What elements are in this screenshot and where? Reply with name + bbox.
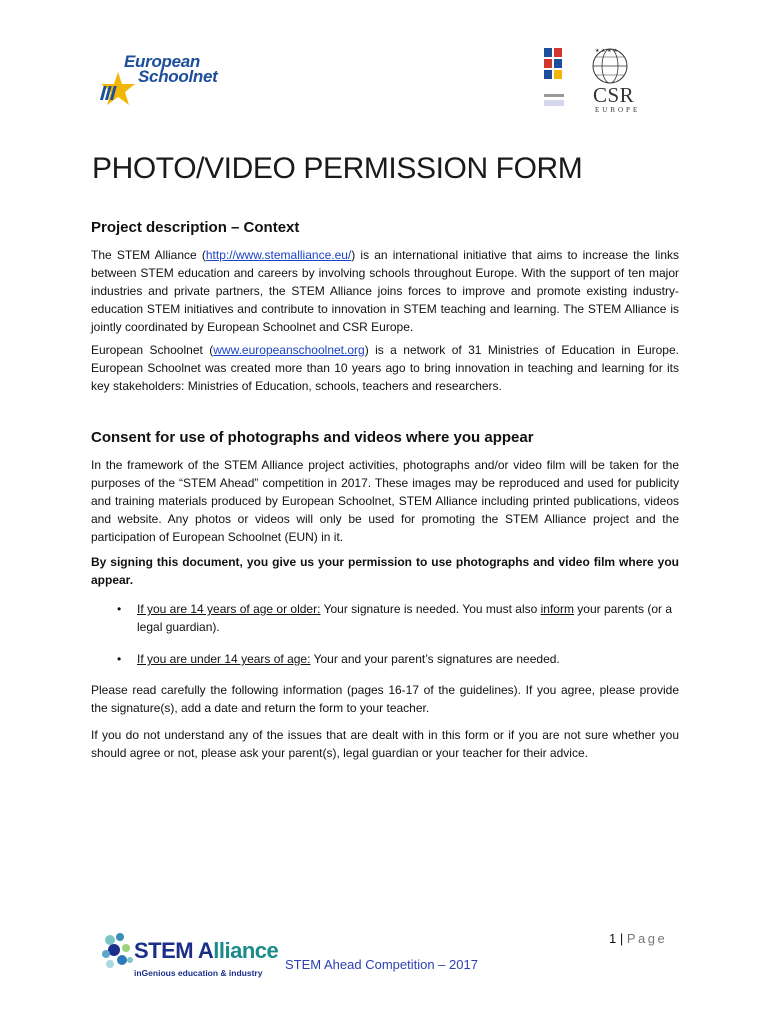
stem-logo-tagline: inGenious education & industry	[134, 968, 263, 978]
paragraph-framework: In the framework of the STEM Alliance project activities, photographs and/or video film will be taken for the purposes of the “STEM Ahead” competition in 2017. These images may be reproduced and used for publicity and training materials produced by European Schoolnet, STEM Alliance including printed publications, videos and website. Any photos or videos will only be used for promoting the STEM Alliance project and the participation of European Schoolnet (EUN) in it.	[91, 458, 679, 544]
stem-molecule-icon	[100, 930, 136, 980]
stem-logo-text: STEM Alliance	[134, 938, 279, 963]
consent-bullet-list	[91, 600, 679, 668]
bullet-icon: •	[117, 652, 122, 666]
csr-logo-subtext: EUROPE	[595, 106, 641, 114]
stem-alliance-logo	[100, 930, 280, 986]
paragraph-stem-alliance: The STEM Alliance (http://www.stemalliance.eu/) is an international initiative that aims to increase the links between STEM education and careers by involving schools throughout Europe. With the support of ten major industries and private partners, the STEM Alliance joins forces to improve and promote existing industry-education STEM initiatives and contribute to innovation in STEM teaching and learning. The STEM Alliance is jointly coordinated by European Schoolnet and CSR Europe.	[91, 248, 679, 334]
section-heading-consent: Consent for use of photographs and videos where you appear	[91, 429, 534, 446]
csr-logo-text: CSR	[593, 83, 635, 107]
paragraph-read-carefully: Please read carefully the following information (pages 16-17 of the guidelines). If you agree, please provide the signature(s), add a date and return the form to your teacher.	[91, 683, 679, 715]
paragraph-questions: If you do not understand any of the issues that are dealt with in this form or if you are not sure whether you should agree or not, please ask your parent(s), legal guardian or your teacher for their advice.	[91, 728, 679, 760]
list-item: • If you are 14 years of age or older: Your signature is needed. You must also inform your parents (or a legal guardian).	[117, 602, 673, 634]
list-item: • If you are under 14 years of age: Your and your parent’s signatures are needed.	[117, 652, 560, 666]
european-schoolnet-logo	[98, 52, 238, 110]
eun-logo-line1: European	[124, 52, 201, 71]
page-number: 1 | Page	[609, 931, 668, 946]
eun-logo-line2: Schoolnet	[138, 67, 218, 86]
paragraph-european-schoolnet: European Schoolnet (www.europeanschoolnet.org) is a network of 31 Ministries of Education in Europe. European Schoolnet was created more than 10 years ago to bring innovation in teaching and learning for its key stakeholders: Ministries of Education, schools, teachers and researchers.	[91, 343, 679, 393]
section-heading-context: Project description – Context	[91, 219, 300, 236]
bullet-icon: •	[117, 602, 122, 616]
eun-star-icon	[98, 70, 138, 110]
svg-text:★ ★ ★ ★: ★ ★ ★ ★	[595, 48, 618, 54]
paragraph-permission-statement: By signing this document, you give us your permission to use photographs and video film where you appear.	[91, 555, 679, 587]
european-schoolnet-link[interactable]: www.europeanschoolnet.org	[213, 343, 365, 357]
page-title: PHOTO/VIDEO PERMISSION FORM	[92, 152, 583, 185]
csr-europe-logo	[540, 46, 650, 116]
footer-competition-label: STEM Ahead Competition – 2017	[285, 957, 478, 972]
stem-alliance-link[interactable]: http://www.stemalliance.eu/	[205, 248, 352, 262]
